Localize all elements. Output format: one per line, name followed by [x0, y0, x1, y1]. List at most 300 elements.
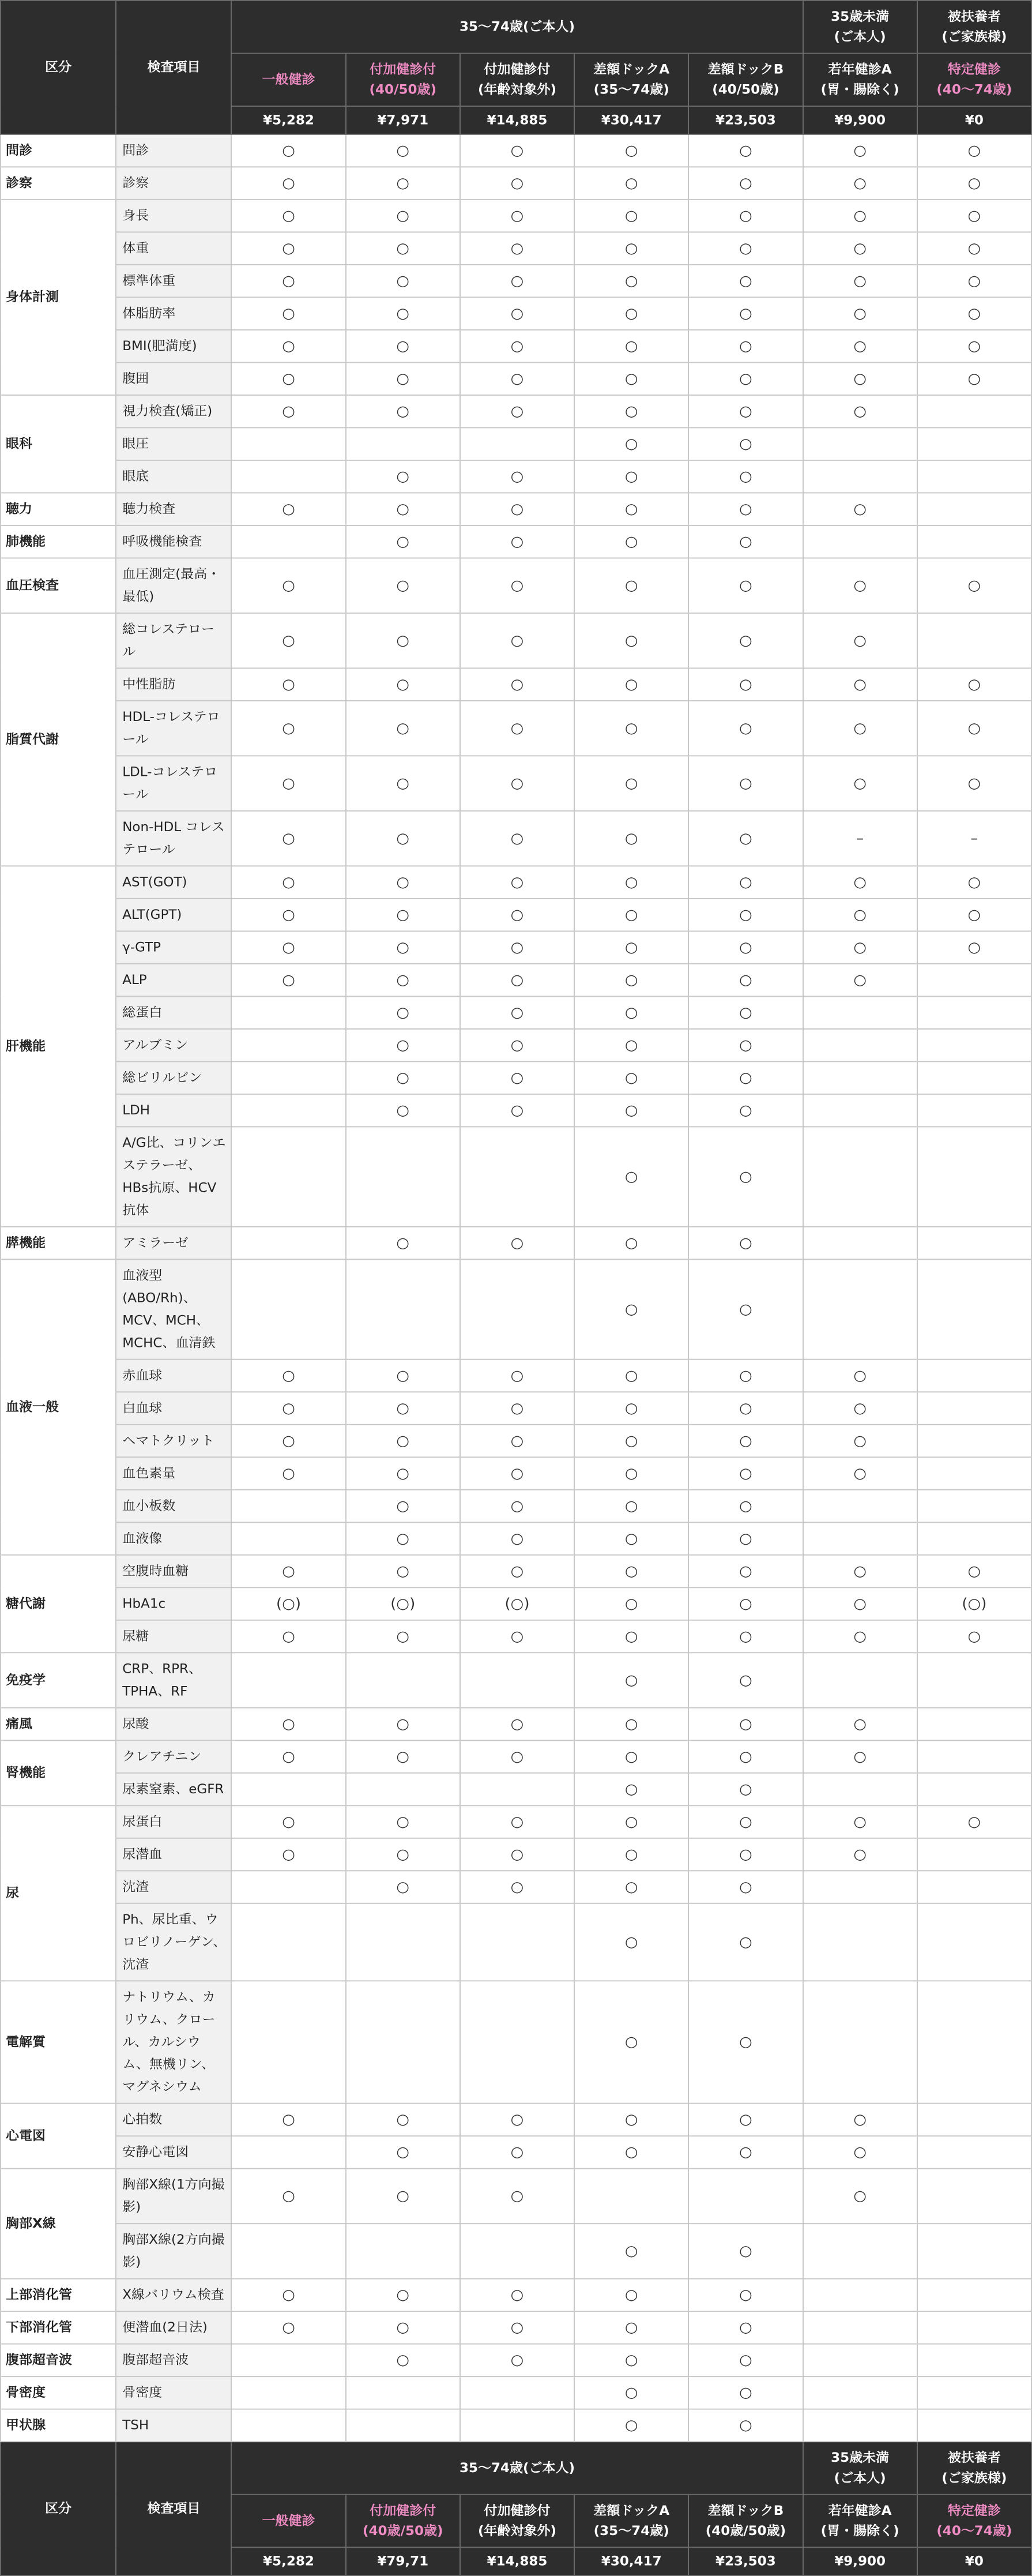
table-row [1, 525, 1031, 558]
availability-mark: ○ [803, 232, 917, 265]
availability-mark [231, 1094, 345, 1127]
group-dependent-line: 被扶養者 [947, 9, 1001, 24]
exam-item-cell: ALP [116, 964, 231, 997]
availability-mark: ○ [574, 525, 688, 558]
availability-mark [803, 1227, 917, 1260]
availability-mark [688, 2169, 803, 2224]
availability-mark: ○ [688, 297, 803, 330]
availability-mark [231, 1653, 345, 1707]
availability-mark [231, 1126, 345, 1226]
availability-mark [231, 1259, 345, 1359]
availability-mark: ○ [803, 265, 917, 298]
availability-mark [231, 1773, 345, 1806]
availability-mark: ○ [917, 1620, 1031, 1653]
availability-mark: ○ [231, 1392, 345, 1425]
availability-mark: ○ [688, 964, 803, 997]
availability-mark: ○ [231, 362, 345, 395]
availability-mark: ○ [917, 200, 1031, 232]
availability-mark [803, 460, 917, 493]
availability-mark: ○ [231, 1805, 345, 1838]
availability-mark: ○ [346, 525, 460, 558]
category-cell: 腎機能 [1, 1740, 116, 1805]
table-row [1, 2169, 1031, 2224]
availability-mark [917, 964, 1031, 997]
exam-item-cell: 血小板数 [116, 1490, 231, 1523]
availability-mark: ○ [346, 1708, 460, 1741]
availability-mark: ○ [688, 265, 803, 298]
availability-mark: ○ [460, 200, 574, 232]
plan-name-line: 付加健診付 [370, 2503, 436, 2518]
availability-mark: ○ [231, 701, 345, 756]
table-row [1, 2279, 1031, 2312]
availability-mark: ○ [460, 1522, 574, 1555]
exam-item-cell: 呼吸機能検査 [116, 525, 231, 558]
availability-mark: ○ [688, 1126, 803, 1226]
plan-name-line: (40歳/50歳) [363, 2524, 443, 2539]
availability-mark [346, 1126, 460, 1226]
availability-mark: ○ [917, 668, 1031, 701]
availability-mark [574, 2169, 688, 2224]
availability-mark: ○ [460, 701, 574, 756]
availability-mark [917, 1653, 1031, 1707]
availability-mark: ○ [346, 1457, 460, 1490]
availability-mark: ○ [231, 2104, 345, 2136]
exam-item-cell: 尿潜血 [116, 1838, 231, 1871]
availability-mark: ○ [574, 200, 688, 232]
availability-mark [803, 1871, 917, 1903]
availability-mark [346, 1259, 460, 1359]
availability-mark: ○ [346, 134, 460, 167]
availability-mark: ○ [460, 2169, 574, 2224]
availability-mark: ○ [231, 2169, 345, 2224]
availability-mark: ○ [574, 1425, 688, 1458]
table-row [1, 1425, 1031, 1458]
availability-mark: ○ [574, 1981, 688, 2103]
group-under35-header [803, 2442, 917, 2495]
availability-mark: ○ [688, 1259, 803, 1359]
category-cell: 肺機能 [1, 525, 116, 558]
availability-mark [803, 2224, 917, 2278]
table-row [1, 1555, 1031, 1588]
availability-mark: ○ [460, 1360, 574, 1392]
availability-mark: ○ [346, 362, 460, 395]
item-column-header: 検査項目 [116, 1, 231, 134]
availability-mark: ○ [231, 1457, 345, 1490]
availability-mark: ○ [346, 1490, 460, 1523]
plan-name-line: 差額ドックA [593, 2503, 670, 2518]
table-row [1, 2376, 1031, 2409]
availability-mark: ○ [574, 1392, 688, 1425]
availability-mark: ○ [688, 1981, 803, 2103]
availability-mark [231, 1490, 345, 1523]
availability-mark [803, 1094, 917, 1127]
availability-mark: ○ [574, 395, 688, 428]
availability-mark [917, 2104, 1031, 2136]
availability-mark: ○ [231, 265, 345, 298]
exam-item-cell: 血圧測定(最高・最低) [116, 558, 231, 613]
availability-mark [803, 1259, 917, 1359]
availability-mark: ○ [574, 2376, 688, 2409]
table-row [1, 1838, 1031, 1871]
plan-price: ¥30,417 [574, 2547, 688, 2575]
exam-item-cell: 血液像 [116, 1522, 231, 1555]
availability-mark: ○ [460, 1425, 574, 1458]
plan-name-line: 差額ドックA [593, 62, 670, 77]
availability-mark [460, 1981, 574, 2103]
availability-mark: ○ [231, 1425, 345, 1458]
availability-mark: ○ [231, 811, 345, 866]
plan-name-header [346, 54, 460, 107]
availability-mark: ○ [460, 1871, 574, 1903]
table-row [1, 1522, 1031, 1555]
availability-mark: ○ [688, 525, 803, 558]
availability-mark: ○ [346, 167, 460, 200]
availability-mark: ○ [346, 2104, 460, 2136]
table-row [1, 362, 1031, 395]
plan-price: ¥23,503 [688, 106, 803, 134]
availability-mark: ○ [574, 1903, 688, 1981]
category-column-header: 区分 [1, 1, 116, 134]
availability-mark: ○ [574, 1773, 688, 1806]
table-row [1, 1061, 1031, 1094]
availability-mark: ○ [346, 1425, 460, 1458]
availability-mark: ○ [574, 866, 688, 899]
availability-mark: ○ [574, 701, 688, 756]
availability-mark: ○ [346, 2169, 460, 2224]
table-row [1, 1259, 1031, 1359]
group-dependent-line: (ご家族様) [941, 29, 1007, 44]
availability-mark: ○ [688, 134, 803, 167]
availability-mark: ○ [346, 1805, 460, 1838]
availability-mark: ○ [688, 232, 803, 265]
availability-mark: ○ [460, 1838, 574, 1871]
availability-mark: ○ [460, 558, 574, 613]
availability-mark [231, 460, 345, 493]
exam-item-cell: 血色素量 [116, 1457, 231, 1490]
availability-mark: ○ [574, 1555, 688, 1588]
plan-name-header [460, 54, 574, 107]
availability-mark: ○ [460, 1227, 574, 1260]
availability-mark [346, 2224, 460, 2278]
availability-mark [231, 996, 345, 1029]
group-under35-line: (ご本人) [834, 29, 886, 44]
table-row [1, 2409, 1031, 2442]
plan-name-line: (40〜74歳) [936, 2524, 1012, 2539]
availability-mark: ○ [574, 1094, 688, 1127]
availability-mark: ○ [346, 701, 460, 756]
availability-mark: ○ [688, 2224, 803, 2278]
availability-mark: ○ [346, 1029, 460, 1062]
availability-mark [231, 1903, 345, 1981]
exam-item-cell: 腹囲 [116, 362, 231, 395]
availability-mark: ○ [460, 2104, 574, 2136]
availability-mark: ○ [231, 1838, 345, 1871]
availability-mark [231, 2344, 345, 2377]
plan-name-line: (40〜74歳) [936, 82, 1012, 97]
availability-mark: ○ [346, 1522, 460, 1555]
availability-mark: ○ [574, 1708, 688, 1741]
availability-mark: ○ [917, 701, 1031, 756]
availability-mark: ○ [803, 899, 917, 932]
availability-mark: ○ [346, 1620, 460, 1653]
availability-mark: ○ [688, 1620, 803, 1653]
plan-name-line: 付加健診付 [370, 62, 436, 77]
availability-mark: ○ [803, 1457, 917, 1490]
availability-mark: ○ [231, 931, 345, 964]
plan-name-header [803, 2495, 917, 2548]
availability-mark: ○ [803, 2169, 917, 2224]
table-row [1, 1981, 1031, 2103]
plan-name-line: (胃・腸除く) [820, 82, 899, 97]
availability-mark: ○ [917, 232, 1031, 265]
availability-mark: (○) [346, 1587, 460, 1620]
exam-item-cell: 体重 [116, 232, 231, 265]
table-row [1, 427, 1031, 460]
availability-mark [917, 1903, 1031, 1981]
availability-mark [231, 525, 345, 558]
availability-mark [917, 1029, 1031, 1062]
availability-mark [917, 2311, 1031, 2344]
availability-mark: ○ [231, 167, 345, 200]
table-row [1, 395, 1031, 428]
availability-mark: ○ [460, 1061, 574, 1094]
availability-mark: ○ [917, 297, 1031, 330]
availability-mark: ○ [346, 964, 460, 997]
group-under35-line: (ご本人) [834, 2470, 886, 2486]
availability-mark [231, 1227, 345, 1260]
availability-mark: ○ [346, 265, 460, 298]
availability-mark: ○ [460, 996, 574, 1029]
exam-item-cell: 尿糖 [116, 1620, 231, 1653]
plan-name-line: 差額ドックB [707, 62, 784, 77]
availability-mark: ○ [574, 899, 688, 932]
availability-mark [346, 427, 460, 460]
plan-name-line: (胃・腸除く) [820, 2524, 899, 2539]
exam-item-cell: 便潜血(2日法) [116, 2311, 231, 2344]
availability-mark: ○ [803, 756, 917, 810]
availability-mark: ○ [803, 493, 917, 525]
availability-mark [917, 395, 1031, 428]
availability-mark: ○ [346, 558, 460, 613]
availability-mark: ○ [688, 1457, 803, 1490]
table-row [1, 1871, 1031, 1903]
availability-mark [231, 1981, 345, 2103]
availability-mark: ○ [231, 2279, 345, 2312]
availability-mark: ○ [231, 964, 345, 997]
table-row [1, 1094, 1031, 1127]
category-cell: 血圧検査 [1, 558, 116, 613]
availability-mark: ○ [688, 931, 803, 964]
availability-mark: (○) [460, 1587, 574, 1620]
table-row [1, 1126, 1031, 1226]
availability-mark: ○ [346, 1360, 460, 1392]
availability-mark [917, 1457, 1031, 1490]
availability-mark: ○ [460, 2344, 574, 2377]
plan-name-header [688, 54, 803, 107]
availability-mark: ○ [574, 1126, 688, 1226]
availability-mark: ○ [688, 395, 803, 428]
availability-mark: ○ [917, 756, 1031, 810]
availability-mark: ○ [574, 1360, 688, 1392]
availability-mark: ○ [346, 232, 460, 265]
exam-item-cell: 心拍数 [116, 2104, 231, 2136]
category-cell: 肝機能 [1, 866, 116, 1226]
exam-item-cell: 尿酸 [116, 1708, 231, 1741]
availability-mark: ○ [346, 493, 460, 525]
plan-name-line: 一般健診 [262, 2513, 315, 2529]
availability-mark [803, 1653, 917, 1707]
availability-mark: ○ [346, 1555, 460, 1588]
plan-price: ¥0 [917, 2547, 1031, 2575]
availability-mark: ○ [688, 756, 803, 810]
availability-mark: ○ [803, 134, 917, 167]
availability-mark: ○ [688, 613, 803, 668]
availability-mark: ○ [460, 1555, 574, 1588]
table-row [1, 613, 1031, 668]
plan-price: ¥14,885 [460, 106, 574, 134]
availability-mark: ○ [460, 395, 574, 428]
plan-name-line: (40/50歳) [369, 82, 436, 97]
category-cell: 身体計測 [1, 200, 116, 395]
plan-name-header [346, 2495, 460, 2548]
availability-mark: ○ [688, 1029, 803, 1062]
availability-mark: ○ [346, 2136, 460, 2169]
availability-mark: ○ [574, 964, 688, 997]
plan-name-line: 特定健診 [947, 62, 1001, 77]
table-row [1, 134, 1031, 167]
availability-mark: ○ [574, 668, 688, 701]
availability-mark: ○ [346, 2344, 460, 2377]
availability-mark: ○ [917, 362, 1031, 395]
availability-mark [917, 1871, 1031, 1903]
availability-mark: ○ [574, 1029, 688, 1062]
table-row [1, 2224, 1031, 2278]
plan-name-line: 若年健診A [828, 2503, 892, 2518]
availability-mark: ○ [803, 613, 917, 668]
availability-mark [803, 1490, 917, 1523]
exam-item-cell: 総ビリルビン [116, 1061, 231, 1094]
availability-mark: ○ [346, 899, 460, 932]
exam-item-cell: 総コレステロール [116, 613, 231, 668]
availability-mark: ○ [574, 756, 688, 810]
availability-mark [346, 2376, 460, 2409]
plan-name-header [917, 2495, 1031, 2548]
exam-item-cell: 沈渣 [116, 1871, 231, 1903]
availability-mark: ○ [574, 1061, 688, 1094]
plan-price: ¥7,971 [346, 106, 460, 134]
table-row [1, 200, 1031, 232]
availability-mark: ○ [688, 866, 803, 899]
availability-mark: ○ [574, 232, 688, 265]
availability-mark: ○ [460, 1392, 574, 1425]
category-cell: 胸部X線 [1, 2169, 116, 2279]
availability-mark: ○ [346, 1392, 460, 1425]
exam-item-cell: 診察 [116, 167, 231, 200]
availability-mark: ○ [346, 330, 460, 363]
table-row [1, 265, 1031, 298]
exam-item-cell: Ph、尿比重、ウロビリノーゲン、沈渣 [116, 1903, 231, 1981]
exam-item-cell: 赤血球 [116, 1360, 231, 1392]
availability-mark: ○ [231, 1555, 345, 1588]
availability-mark [917, 996, 1031, 1029]
availability-mark: ○ [917, 265, 1031, 298]
availability-mark: ○ [460, 2136, 574, 2169]
availability-mark: ○ [917, 1555, 1031, 1588]
availability-mark [917, 1773, 1031, 1806]
availability-mark: ○ [688, 811, 803, 866]
availability-mark: ○ [688, 1871, 803, 1903]
availability-mark [460, 1653, 574, 1707]
category-cell: 脂質代謝 [1, 613, 116, 866]
availability-mark: ○ [688, 996, 803, 1029]
exam-item-cell: 腹部超音波 [116, 2344, 231, 2377]
availability-mark [231, 2136, 345, 2169]
availability-mark [803, 2409, 917, 2442]
availability-mark: ○ [574, 493, 688, 525]
availability-mark [803, 1522, 917, 1555]
group-dependent-line: 被扶養者 [947, 2450, 1001, 2466]
availability-mark: ○ [574, 996, 688, 1029]
availability-mark [917, 2224, 1031, 2278]
availability-mark: ○ [688, 2136, 803, 2169]
table-row [1, 330, 1031, 363]
table-row [1, 1490, 1031, 1523]
table-row [1, 756, 1031, 810]
exam-item-cell: 身長 [116, 200, 231, 232]
availability-mark [460, 2409, 574, 2442]
exam-item-cell: A/G比、コリンエステラーゼ、HBs抗原、HCV抗体 [116, 1126, 231, 1226]
plan-name-header [917, 54, 1031, 107]
availability-mark: ○ [803, 1425, 917, 1458]
table-row [1, 2104, 1031, 2136]
table-row [1, 460, 1031, 493]
availability-mark: ○ [231, 232, 345, 265]
availability-mark: ○ [231, 613, 345, 668]
availability-mark [803, 2344, 917, 2377]
availability-mark [346, 1653, 460, 1707]
availability-mark: ○ [574, 330, 688, 363]
availability-mark: ○ [460, 134, 574, 167]
availability-mark: ○ [460, 525, 574, 558]
availability-mark: ○ [688, 1094, 803, 1127]
table-body [1, 134, 1031, 2442]
availability-mark [917, 1838, 1031, 1871]
availability-mark [917, 493, 1031, 525]
availability-mark: ○ [574, 1227, 688, 1260]
category-cell: 問診 [1, 134, 116, 167]
plan-name-header [231, 2495, 345, 2548]
availability-mark [803, 2311, 917, 2344]
availability-mark: ○ [688, 460, 803, 493]
availability-mark: ○ [688, 427, 803, 460]
availability-mark [917, 1259, 1031, 1359]
availability-mark: ○ [688, 2104, 803, 2136]
availability-mark: ○ [917, 558, 1031, 613]
exam-item-cell: 眼底 [116, 460, 231, 493]
availability-mark: ○ [346, 668, 460, 701]
category-cell: 痛風 [1, 1708, 116, 1741]
availability-mark: ○ [346, 1740, 460, 1773]
plan-price: ¥14,885 [460, 2547, 574, 2575]
availability-mark: ○ [346, 1061, 460, 1094]
exam-item-cell: 総蛋白 [116, 996, 231, 1029]
plan-name-line: (年齢対象外) [477, 82, 556, 97]
table-row [1, 1029, 1031, 1062]
plan-price: ¥9,900 [803, 2547, 917, 2575]
availability-mark: ○ [574, 613, 688, 668]
availability-mark: ○ [803, 1838, 917, 1871]
plan-name-line: 若年健診A [828, 62, 892, 77]
